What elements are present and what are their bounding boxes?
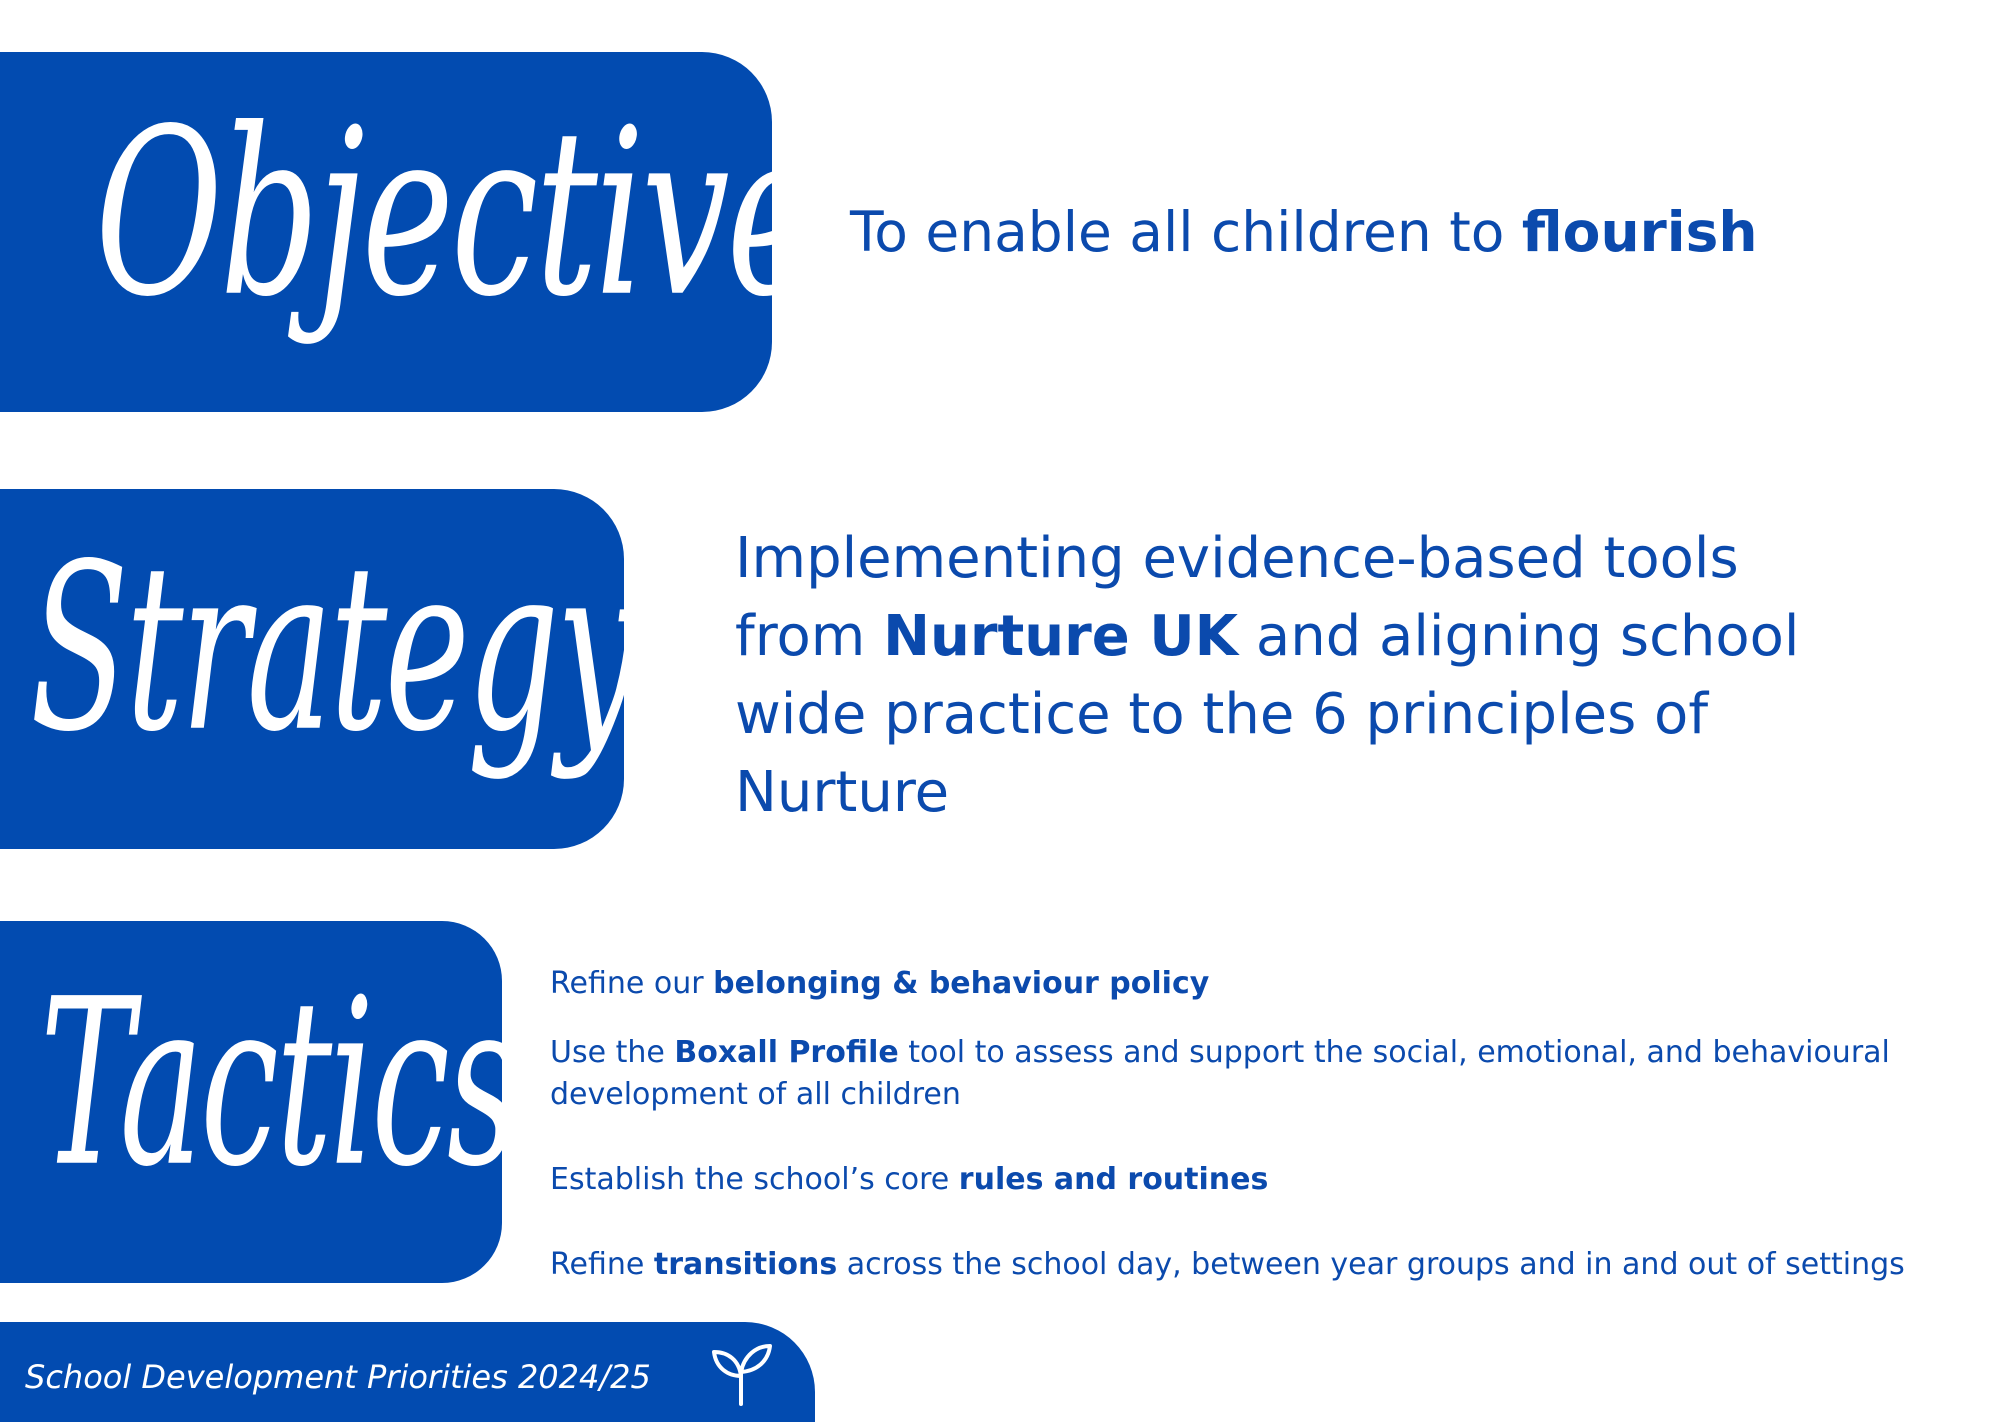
tactic-bold: Boxall Profile bbox=[674, 1035, 899, 1070]
tactic-suffix: tool to assess and support the social, emotional, and behavioural development of all children bbox=[550, 1035, 1890, 1112]
tactic-prefix: Refine our bbox=[550, 966, 714, 1001]
tactic-bold: rules and routines bbox=[958, 1162, 1269, 1197]
tactic-item bbox=[550, 1032, 1950, 1116]
tactic-bold: transitions bbox=[653, 1247, 838, 1282]
tactic-prefix: Refine bbox=[550, 1247, 654, 1282]
strategy-text-prefix: Implementing evidence-based tools from bbox=[735, 526, 1739, 669]
strategy-heading: Strategy bbox=[30, 515, 635, 783]
objective-text-bold: flourish bbox=[1521, 200, 1758, 264]
tactic-item bbox=[550, 1244, 1950, 1286]
tactic-prefix: Use the bbox=[550, 1035, 675, 1070]
footer-label: School Development Priorities 2024/25 bbox=[25, 1358, 651, 1396]
tactic-prefix: Establish the school’s core bbox=[550, 1162, 959, 1197]
sprout-icon bbox=[706, 1338, 776, 1408]
tactic-suffix: across the school day, between year groups and in and out of settings bbox=[837, 1247, 1905, 1282]
strategy-text-suffix: and aligning school wide practice to the 6 principles of Nurture bbox=[735, 604, 1800, 825]
tactic-bold: belonging & behaviour policy bbox=[713, 966, 1210, 1001]
objective-text bbox=[850, 200, 1757, 264]
tactics-heading: Tactics bbox=[40, 950, 517, 1218]
tactic-item bbox=[550, 1159, 1950, 1201]
strategy-text bbox=[735, 520, 1885, 832]
tactic-item bbox=[550, 963, 1950, 1005]
objective-text-prefix: To enable all children to bbox=[850, 200, 1522, 264]
objective-heading: Objective bbox=[95, 80, 816, 348]
strategy-text-bold: Nurture UK bbox=[883, 604, 1239, 669]
